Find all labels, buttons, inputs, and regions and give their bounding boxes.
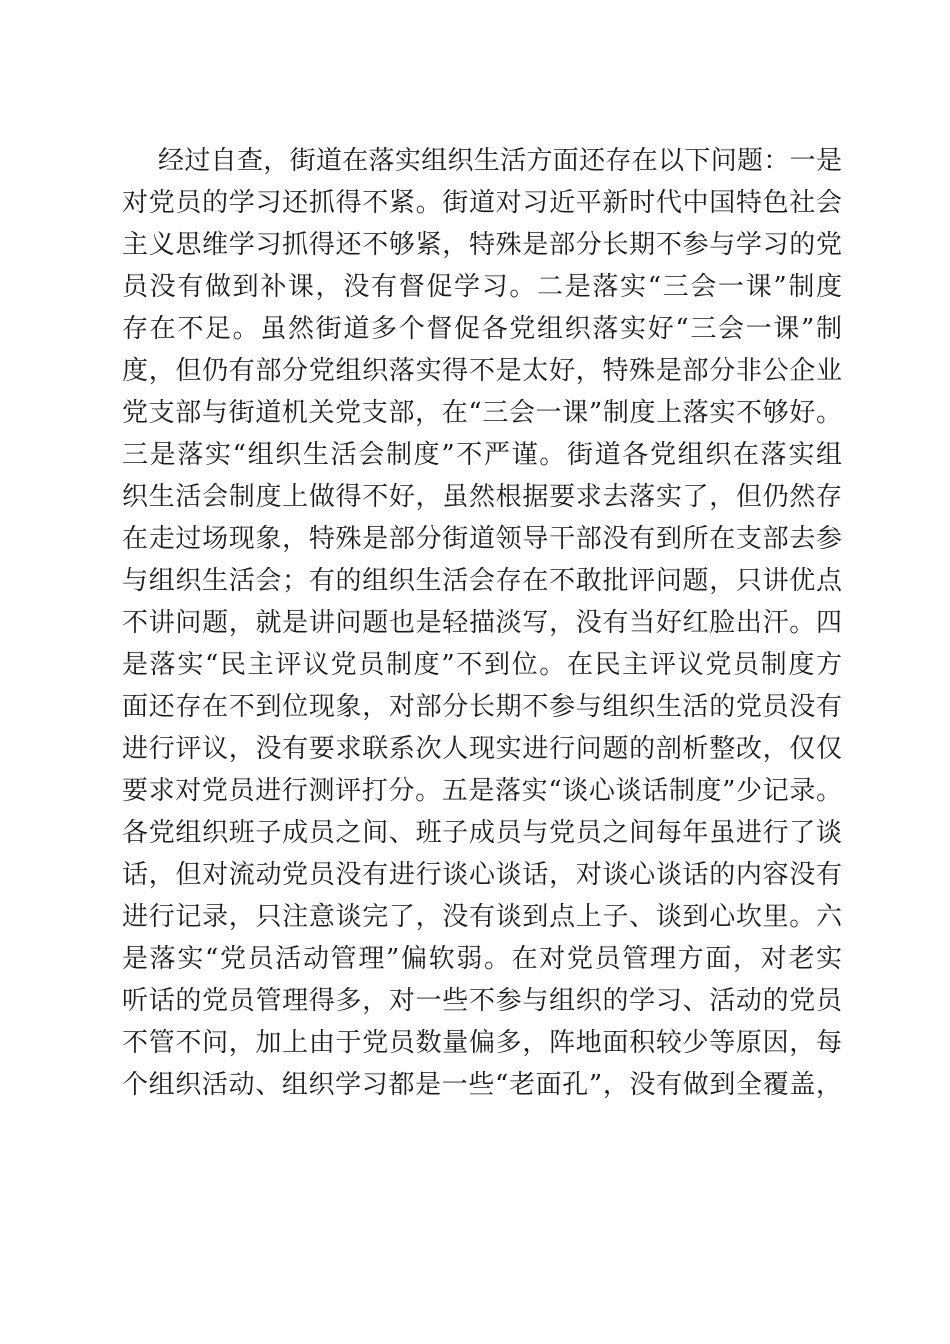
paragraph-line: 对党员的学习还抓得不紧。街道对习近平新时代中国特色社会 (122, 188, 842, 218)
body-paragraph (122, 140, 842, 1106)
paragraph-line: 度，但仍有部分党组织落实得不是太好，特殊是部分非公企业 (122, 356, 842, 386)
paragraph-line: 话，但对流动党员没有进行谈心谈话，对谈心谈话的内容没有 (122, 860, 842, 890)
paragraph-line: 是落实“民主评议党员制度”不到位。在民主评议党员制度方 (122, 650, 842, 680)
paragraph-line: 是落实“党员活动管理”偏软弱。在对党员管理方面，对老实 (122, 944, 842, 974)
paragraph-line: 织生活会制度上做得不好，虽然根据要求去落实了，但仍然存 (122, 482, 842, 512)
paragraph-line: 主义思维学习抓得还不够紧，特殊是部分长期不参与学习的党 (122, 230, 842, 260)
paragraph-line: 进行评议，没有要求联系次人现实进行问题的剖析整改，仅仅 (122, 734, 842, 764)
paragraph-line: 存在不足。虽然街道多个督促各党组织落实好“三会一课”制 (122, 314, 842, 344)
paragraph-line: 不管不问，加上由于党员数量偏多，阵地面积较少等原因，每 (122, 1028, 842, 1058)
paragraph-line: 个组织活动、组织学习都是一些“老面孔”，没有做到全覆盖， (122, 1070, 842, 1100)
paragraph-line: 不讲问题，就是讲问题也是轻描淡写，没有当好红脸出汗。四 (122, 608, 842, 638)
paragraph-line: 员没有做到补课，没有督促学习。二是落实“三会一课”制度 (122, 272, 842, 302)
paragraph-line: 听话的党员管理得多，对一些不参与组织的学习、活动的党员 (122, 986, 842, 1016)
paragraph-line: 三是落实“组织生活会制度”不严谨。街道各党组织在落实组 (122, 440, 842, 470)
paragraph-line: 党支部与街道机关党支部，在“三会一课”制度上落实不够好。 (122, 398, 842, 428)
paragraph-line: 面还存在不到位现象，对部分长期不参与组织生活的党员没有 (122, 692, 842, 722)
paragraph-line: 各党组织班子成员之间、班子成员与党员之间每年虽进行了谈 (122, 818, 842, 848)
paragraph-line: 经过自查，街道在落实组织生活方面还存在以下问题：一是 (158, 146, 842, 176)
paragraph-line: 在走过场现象，特殊是部分街道领导干部没有到所在支部去参 (122, 524, 842, 554)
paragraph-line: 要求对党员进行测评打分。五是落实“谈心谈话制度”少记录。 (122, 776, 842, 806)
paragraph-line: 进行记录，只注意谈完了，没有谈到点上子、谈到心坎里。六 (122, 902, 842, 932)
paragraph-line: 与组织生活会；有的组织生活会存在不敢批评问题，只讲优点 (122, 566, 842, 596)
